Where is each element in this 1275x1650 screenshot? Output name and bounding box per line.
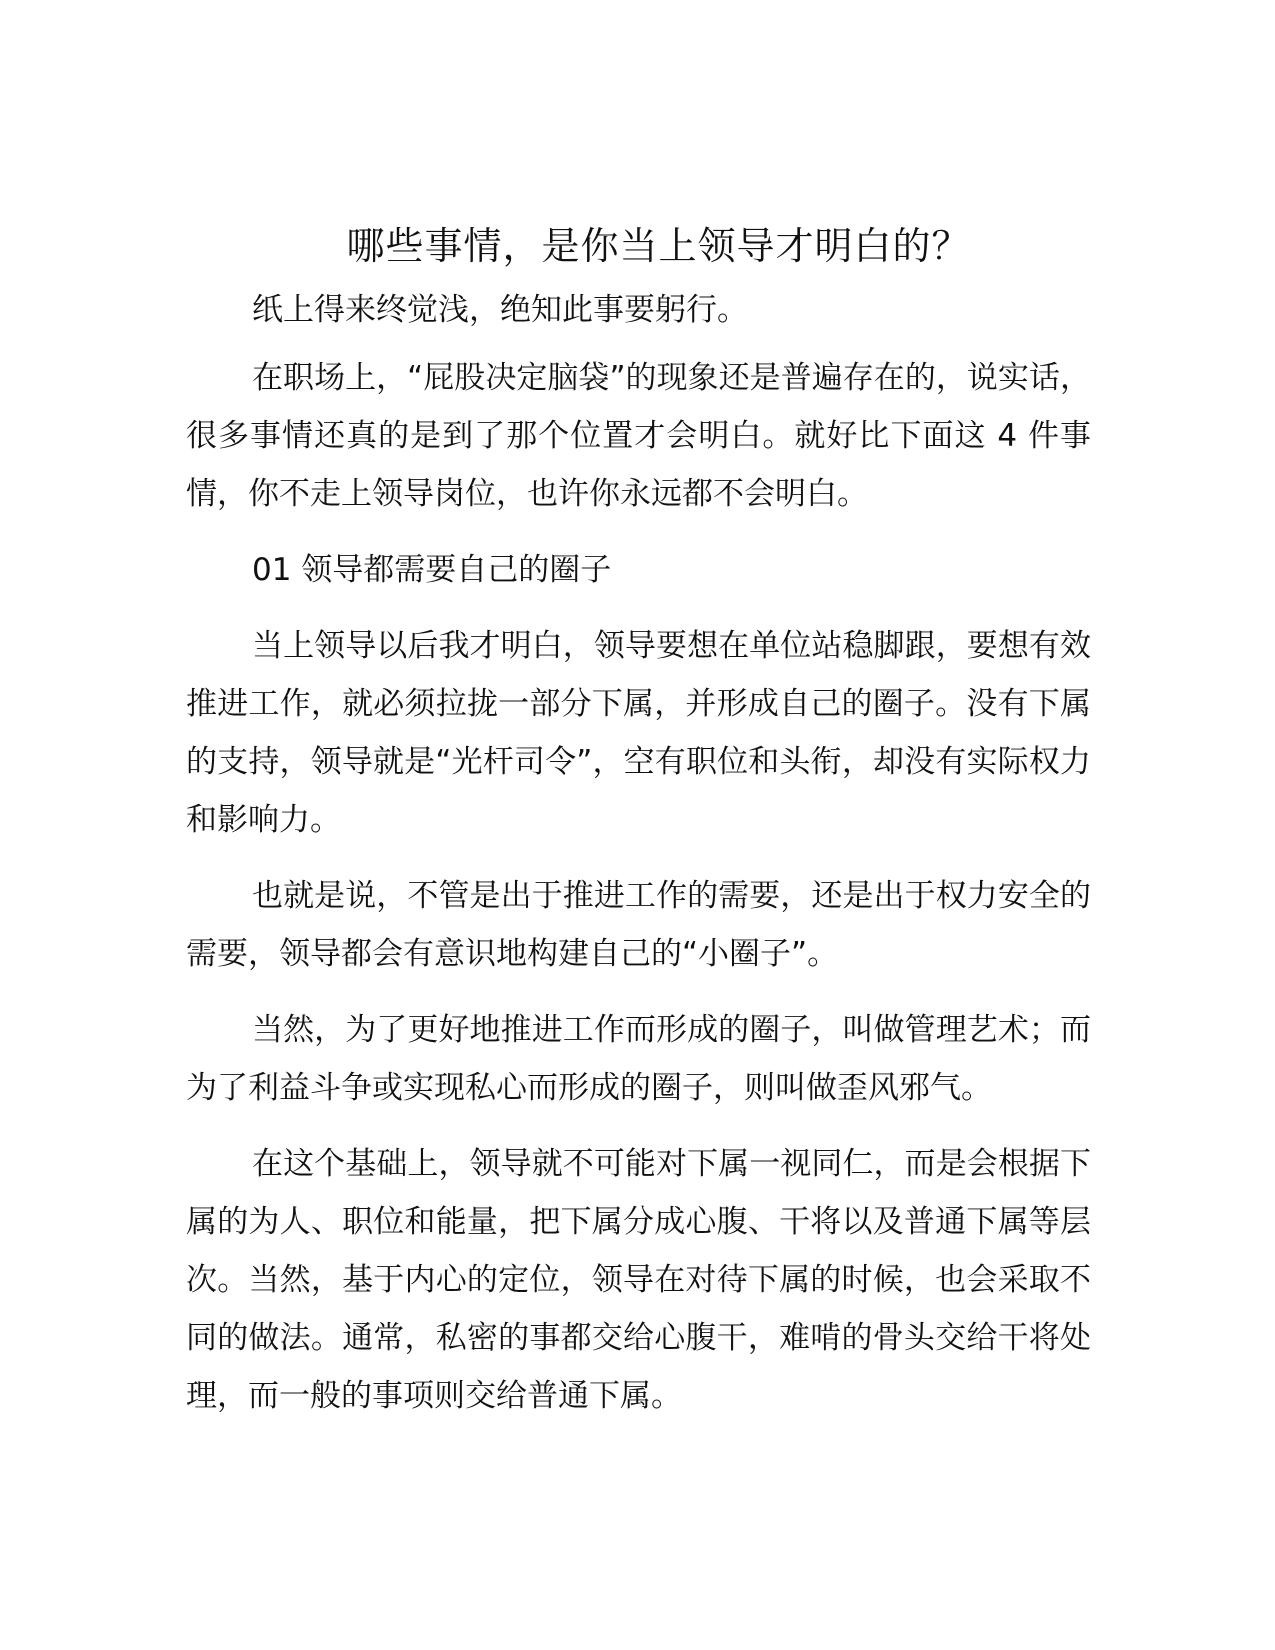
paragraph-circle: 当上领导以后我才明白，领导要想在单位站稳脚跟，要想有效推进工作，就必须拉拢一部分下属，并形成自己的圈子。没有下属的支持，领导就是“光杆司令”，空有职位和头衔，却没有实际权力和影响力。 — [186, 628, 1091, 838]
paragraph-small-circle: 也就是说，不管是出于推进工作的需要，还是出于权力安全的需要，领导都会有意识地构建自己的“小圈子”。 — [186, 878, 1091, 972]
paragraph-management-art: 当然，为了更好地推进工作而形成的圈子，叫做管理艺术；而为了利益斗争或实现私心而形成的圈子，则叫做歪风邪气。 — [186, 1012, 1091, 1106]
section-heading-01: 01 领导都需要自己的圈子 — [252, 552, 612, 588]
paragraph-quote: 纸上得来终觉浅，绝知此事要躬行。 — [252, 292, 748, 328]
document-title: 哪些事情，是你当上领导才明白的？ — [346, 224, 971, 268]
paragraph-intro: 在职场上，“屁股决定脑袋”的现象还是普遍存在的，说实话，很多事情还真的是到了那个位置才会明白。就好比下面这 4 件事情，你不走上领导岗位，也许你永远都不会明白。 — [186, 360, 1091, 512]
paragraph-subordinate-levels: 在这个基础上，领导就不可能对下属一视同仁，而是会根据下属的为人、职位和能量，把下属分成心腹、干将以及普通下属等层次。当然，基于内心的定位，领导在对待下属的时候，也会采取不同的做法。通常，私密的事都交给心腹干，难啃的骨头交给干将处理，而一般的事项则交给普通下属。 — [186, 1146, 1091, 1414]
document-page — [186, 221, 1091, 1443]
